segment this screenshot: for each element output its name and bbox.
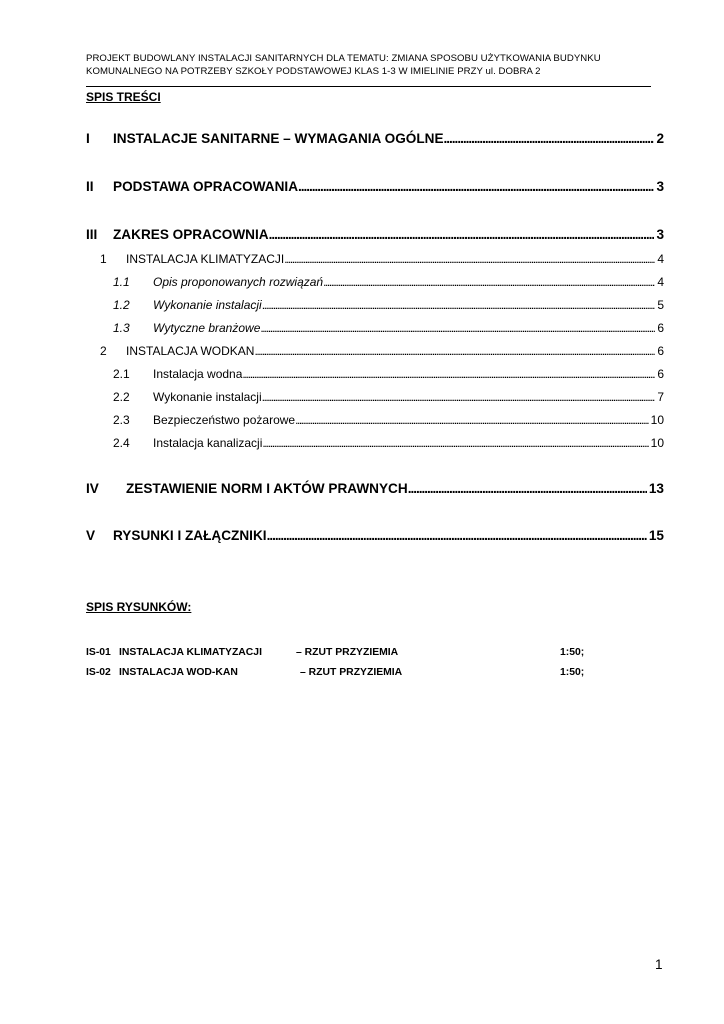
- figure-name: INSTALACJA KLIMATYZACJI: [119, 647, 262, 658]
- figure-code: IS-01: [86, 647, 111, 658]
- toc-entry-text: Opis proponowanych rozwiązań: [153, 275, 324, 289]
- toc-leader-dots: [295, 413, 649, 427]
- toc-entry-page: 13: [648, 481, 664, 496]
- toc-leader-dots: [284, 252, 655, 266]
- toc-entry-2[interactable]: [100, 344, 664, 358]
- toc-entry-number: 1.2: [113, 298, 130, 312]
- toc-leader-dots: [242, 367, 655, 381]
- toc-leader-dots: [267, 528, 647, 543]
- toc-entry-text: Wytyczne branżowe: [153, 321, 261, 335]
- toc-leader-dots: [444, 131, 655, 146]
- toc-entry-number: IV: [86, 481, 99, 496]
- toc-leader-dots: [323, 275, 655, 289]
- header-line-2: KOMUNALNEGO NA POTRZEBY SZKOŁY PODSTAWOWEJ KLAS 1-3 W IMIELINIE PRZY ul. DOBRA 2: [86, 66, 541, 77]
- toc-leader-dots: [254, 344, 655, 358]
- toc-entry-page: 3: [656, 227, 664, 242]
- toc-entry-number: I: [86, 131, 90, 146]
- figure-view: – RZUT PRZYZIEMIA: [296, 647, 399, 658]
- toc-entry-number: II: [86, 179, 94, 194]
- toc-entry-text: INSTALACJE SANITARNE – WYMAGANIA OGÓLNE: [113, 131, 444, 146]
- toc-entry-text: Bezpieczeństwo pożarowe: [153, 413, 296, 427]
- toc-entry-1[interactable]: [100, 252, 664, 266]
- toc-entry-1-1[interactable]: [113, 275, 664, 289]
- toc-leader-dots: [298, 179, 654, 194]
- toc-title: SPIS TREŚCI: [86, 90, 161, 104]
- toc-entry-2-4[interactable]: [113, 436, 664, 450]
- header-divider: [86, 86, 651, 87]
- toc-entry-number: V: [86, 528, 96, 543]
- toc-entry-text: PODSTAWA OPRACOWANIA: [113, 179, 299, 194]
- toc-entry-page: 10: [650, 436, 664, 450]
- figure-view: – RZUT PRZYZIEMIA: [300, 667, 403, 678]
- toc-entry-2-1[interactable]: [113, 367, 664, 381]
- toc-entry-number: 2.4: [113, 436, 130, 450]
- toc-entry-ii[interactable]: [86, 179, 664, 194]
- toc-entry-page: 10: [650, 413, 664, 427]
- toc-entry-text: Instalacja kanalizacji: [153, 436, 263, 450]
- toc-entry-1-3[interactable]: [113, 321, 664, 335]
- figure-scale: 1:50;: [560, 667, 585, 678]
- toc-entry-1-2[interactable]: [113, 298, 664, 312]
- figure-code: IS-02: [86, 667, 111, 678]
- toc-entry-number: 1.3: [113, 321, 130, 335]
- toc-entry-page: 3: [656, 179, 664, 194]
- toc-entry-number: 2.2: [113, 390, 130, 404]
- toc-entry-page: 2: [656, 131, 664, 146]
- toc-entry-text: INSTALACJA KLIMATYZACJI: [126, 252, 285, 266]
- toc-entry-page: 6: [657, 321, 664, 335]
- header-line-1: PROJEKT BUDOWLANY INSTALACJI SANITARNYCH DLA TEMATU: ZMIANA SPOSOBU UŻYTKOWANIA BUDYNKU: [86, 53, 601, 64]
- figures-title: SPIS RYSUNKÓW:: [86, 600, 192, 614]
- document-header: [86, 52, 650, 78]
- toc-entry-page: 4: [657, 252, 664, 266]
- toc-entry-number: 2.1: [113, 367, 130, 381]
- toc-leader-dots: [260, 321, 655, 335]
- toc-leader-dots: [408, 481, 647, 496]
- toc-entry-page: 6: [657, 367, 664, 381]
- toc-entry-text: ZAKRES OPRACOWNIA: [113, 227, 269, 242]
- toc-entry-number: 2.3: [113, 413, 130, 427]
- toc-entry-number: 2: [100, 344, 107, 358]
- toc-entry-iii[interactable]: [86, 227, 664, 242]
- toc-entry-text: ZESTAWIENIE NORM I AKTÓW PRAWNYCH: [126, 481, 408, 496]
- toc-entry-number: III: [86, 227, 98, 242]
- toc-entry-text: Wykonanie instalacji: [153, 298, 262, 312]
- toc-leader-dots: [269, 227, 655, 242]
- toc-entry-page: 4: [657, 275, 664, 289]
- toc-entry-text: RYSUNKI I ZAŁĄCZNIKI: [113, 528, 267, 543]
- toc-entry-number: 1.1: [113, 275, 130, 289]
- toc-entry-text: Wykonanie instalacji: [153, 390, 262, 404]
- toc-entry-text: INSTALACJA WODKAN: [126, 344, 255, 358]
- toc-entry-page: 15: [648, 528, 664, 543]
- figure-name: INSTALACJA WOD-KAN: [119, 667, 238, 678]
- toc-leader-dots: [262, 390, 656, 404]
- toc-leader-dots: [262, 436, 648, 450]
- toc-entry-number: 1: [100, 252, 107, 266]
- toc-entry-page: 6: [657, 344, 664, 358]
- toc-entry-v[interactable]: [86, 528, 664, 543]
- toc-entry-text: Instalacja wodna: [153, 367, 243, 381]
- page-number: 1: [655, 957, 663, 972]
- toc-entry-page: 7: [657, 390, 664, 404]
- toc-entry-iv[interactable]: [86, 481, 664, 496]
- toc-entry-2-3[interactable]: [113, 413, 664, 427]
- toc-entry-i[interactable]: [86, 131, 664, 146]
- toc-entry-2-2[interactable]: [113, 390, 664, 404]
- toc-entry-page: 5: [657, 298, 664, 312]
- figure-scale: 1:50;: [560, 647, 585, 658]
- toc-leader-dots: [262, 298, 656, 312]
